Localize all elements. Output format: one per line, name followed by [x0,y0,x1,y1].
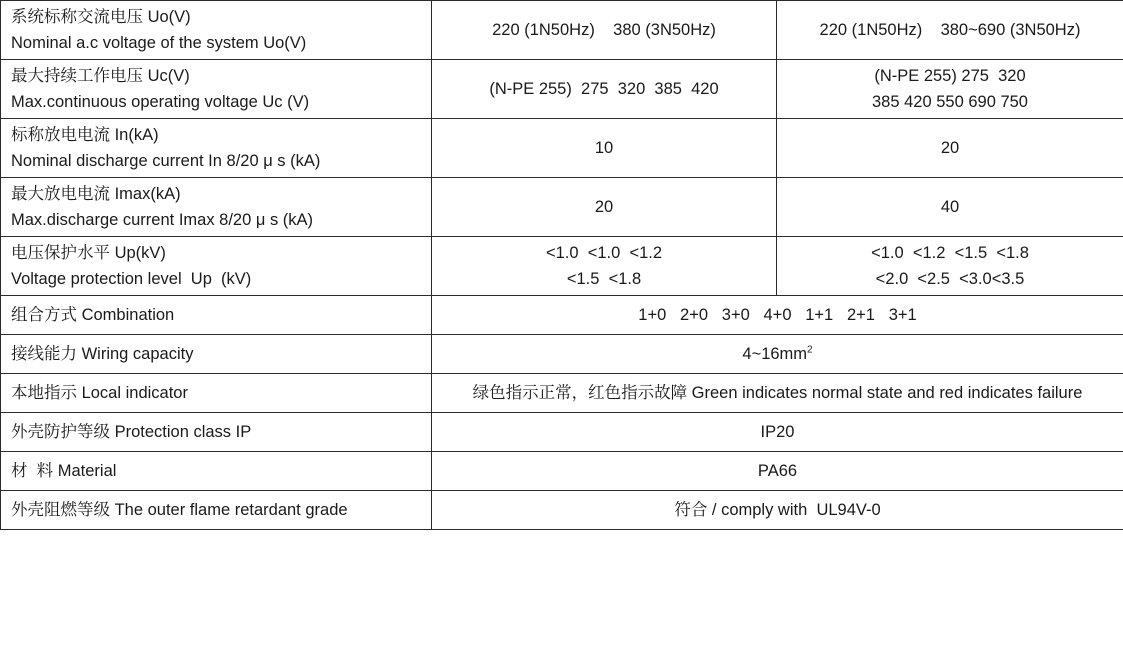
value-cell-type2 [777,60,1123,119]
label-en: Nominal a.c voltage of the system Uo(V) [11,34,307,52]
label-cn: 最大放电电流 Imax(kA) [11,185,181,203]
table-row [1,237,1123,296]
table-row [1,413,1123,452]
cell-value: PA66 [757,462,798,480]
cell-value: 绿色指示正常，红色指示故障 Green indicates normal state and red indicates failure [472,384,1083,402]
row-label [1,237,432,296]
cell-value: 40 [940,198,960,216]
cell-value: <2.0 <2.5 <3.0<3.5 [875,270,1025,288]
label-text: 材 料 Material [11,462,117,480]
cell-value: 10 [594,139,614,157]
table-row [1,452,1123,491]
value-cell-merged [432,335,1123,374]
cell-value: 20 [940,139,960,157]
row-label [1,374,432,413]
row-label [1,119,432,178]
cell-value: (N-PE 255) 275 320 385 420 [489,80,719,98]
cell-value: <1.5 <1.8 [566,270,642,288]
table-row [1,374,1123,413]
row-label [1,335,432,374]
table-row [1,491,1123,530]
label-cn: 电压保护水平 Up(kV) [11,244,166,262]
table-row [1,119,1123,178]
label-text: 组合方式 Combination [11,306,175,324]
label-text: 外壳阻燃等级 The outer flame retardant grade [11,501,348,519]
value-cell-merged [432,374,1123,413]
cell-value: IP20 [760,423,795,441]
row-label [1,452,432,491]
value-cell-type2 [777,1,1123,60]
label-text: 本地指示 Local indicator [11,384,188,402]
cell-value: 符合 / comply with UL94V-0 [674,501,881,519]
cell-value: 220 (1N50Hz) 380 (3N50Hz) [492,21,716,39]
row-label [1,491,432,530]
label-en: Max.continuous operating voltage Uc (V) [11,93,310,111]
value-cell-merged [432,452,1123,491]
table-row [1,335,1123,374]
label-text: 接线能力 Wiring capacity [11,345,194,363]
cell-value: 385 420 550 690 750 [872,93,1028,111]
superscript: 2 [807,344,813,356]
value-cell-type2 [777,237,1123,296]
cell-value: 220 (1N50Hz) 380~690 (3N50Hz) [819,21,1081,39]
value-cell-type2 [777,119,1123,178]
row-label [1,296,432,335]
row-label [1,60,432,119]
value-cell-type1 [432,119,777,178]
cell-value: (N-PE 255) 275 320 [874,67,1026,85]
value-cell-merged [432,491,1123,530]
label-cn: 标称放电电流 In(kA) [11,126,159,144]
value-cell-type1 [432,60,777,119]
table-row [1,1,1123,60]
row-label [1,1,432,60]
cell-value: 20 [594,198,614,216]
table-row [1,296,1123,335]
label-text: 外壳防护等级 Protection class IP [11,423,252,441]
wiring-capacity-value: 4~16mm [742,345,808,363]
value-cell-type1 [432,1,777,60]
label-cn: 系统标称交流电压 Uo(V) [11,8,191,26]
value-cell-merged [432,413,1123,452]
table-row [1,60,1123,119]
row-label [1,413,432,452]
label-en: Voltage protection level Up (kV) [11,270,252,288]
value-cell-type1 [432,237,777,296]
value-cell-type1 [432,178,777,237]
value-cell-type2 [777,178,1123,237]
label-en: Nominal discharge current In 8/20 μ s (kA) [11,152,321,170]
value-cell-merged [432,296,1123,335]
cell-value: <1.0 <1.0 <1.2 [545,244,663,262]
cell-value: 1+0 2+0 3+0 4+0 1+1 2+1 3+1 [638,306,917,324]
label-cn: 最大持续工作电压 Uc(V) [11,67,190,85]
cell-value: <1.0 <1.2 <1.5 <1.8 [871,244,1029,262]
row-label [1,178,432,237]
cell-value [442,341,1113,367]
label-en: Max.discharge current Imax 8/20 μ s (kA) [11,211,314,229]
table-row [1,178,1123,237]
